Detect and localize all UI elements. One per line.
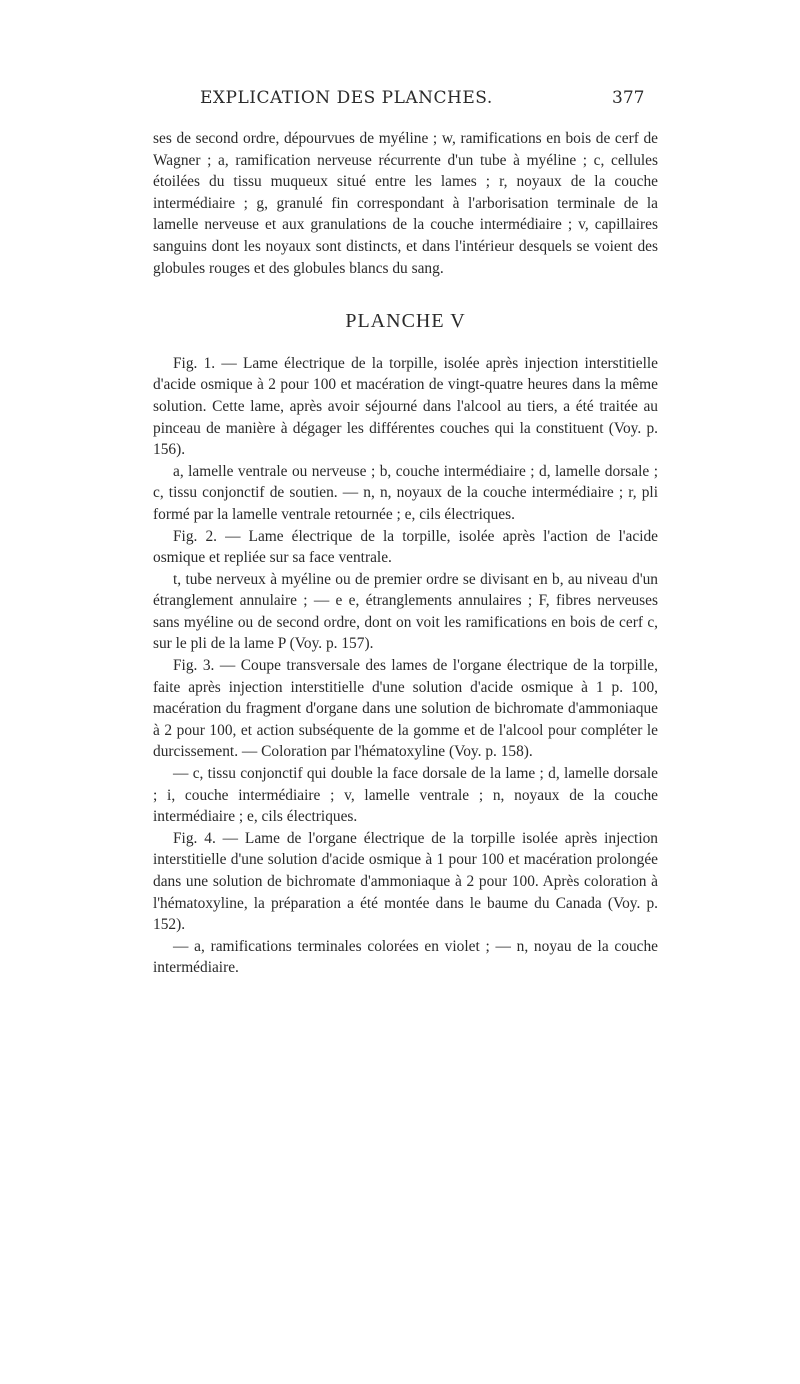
page-header — [180, 88, 645, 110]
fig4-legend: — a, ramifications terminales colorées en violet ; — n, noyau de la couche intermédiaire. — [153, 937, 658, 977]
running-head: EXPLICATION DES PLANCHES. — [200, 88, 493, 108]
intro-paragraph: ses de second ordre, dépourvues de myéline ; w, ramifications en bois de cerf de Wagner ; a, ramification nerveuse récurrente d'un tube à myéline ; c, cellules étoilées du tissu muqueux situé entre les lames ; r, noyaux de la couche intermédiaire ; g, granulé fin correspondant à l'arborisation terminale de la lamelle nerveuse et aux granulations de la couche intermédiaire ; v, capillaires sanguins dont les noyaux sont distincts, et dans l'intérieur desquels se voient des globules rouges et des globules blancs du sang. — [153, 130, 658, 277]
fig2-legend: t, tube nerveux à myéline ou de premier ordre se divisant en b, au niveau d'un étranglement annulaire ; — e e, étranglements annulaires ; F, fibres nerveuses sans myéline ou de second ordre, dont on voit les ramifications en bois de cerf c, sur le pli de la lame P (Voy. p. 157). — [153, 570, 658, 653]
plate-title: PLANCHE V — [345, 310, 466, 333]
fig1-paragraph: Fig. 1. — Lame électrique de la torpille, isolée après injection interstitielle d'acide osmique à 2 pour 100 et macération de vingt-quatre heures dans la même solution. Cette lame, après avoir séjourné dans l'alcool au tiers, a été traitée au pinceau de manière à dégager les différentes couches qui la constituent (Voy. p. 156). — [153, 354, 658, 459]
main-text — [153, 128, 658, 979]
fig4-paragraph: Fig. 4. — Lame de l'organe électrique de la torpille isolée après injection interstitielle d'une solution d'acide osmique à 1 pour 100 et macération prolongée dans une solution de bichromate d'ammoniaque à 2 pour 100. Après coloration à l'hématoxyline, la préparation a été montée dans le baume du Canada (Voy. p. 152). — [153, 829, 658, 934]
fig1-legend: a, lamelle ventrale ou nerveuse ; b, couche intermédiaire ; d, lamelle dorsale ; c, tissu conjonctif de soutien. — n, n, noyaux de la couche intermédiaire ; r, pli formé par la lamelle ventrale retournée ; e, cils électriques. — [153, 462, 658, 523]
fig3-paragraph: Fig. 3. — Coupe transversale des lames de l'organe électrique de la torpille, faite après injection interstitielle d'une solution d'acide osmique à 1 p. 100, macération du fragment d'organe dans une solution de bichromate d'ammoniaque à 2 pour 100, et action subséquente de la gomme et de l'alcool pour compléter le durcissement. — Coloration par l'hématoxyline (Voy. p. 158). — [153, 657, 658, 761]
page-number: 377 — [612, 88, 645, 108]
fig3-legend: — c, tissu conjonctif qui double la face dorsale de la lame ; d, lamelle dorsale ; i, couche intermédiaire ; v, lamelle ventrale ; n, noyaux de la couche intermédiaire ; e, cils électriques. — [153, 765, 658, 826]
fig2-paragraph: Fig. 2. — Lame électrique de la torpille, isolée après l'action de l'acide osmique et repliée sur sa face ventrale. — [153, 527, 658, 567]
